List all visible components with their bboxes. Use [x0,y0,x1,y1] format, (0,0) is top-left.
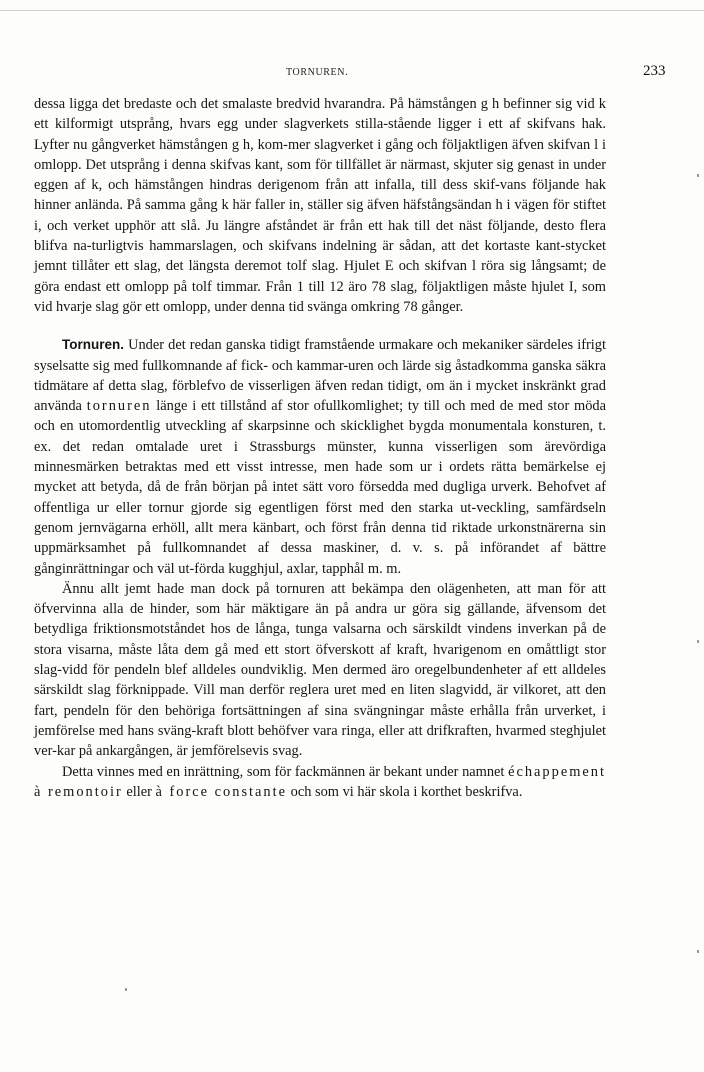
paragraph-text: och som vi här skola i korthet beskrifva. [290,783,523,800]
paragraph-tornuren-intro [34,335,606,579]
paragraph-remontoir [34,762,606,803]
emphasis-spaced: échappement à remontoir [34,763,606,800]
emphasis-spaced: tornuren [86,398,152,415]
paragraph-text: Under det redan ganska tidigt framstående urmakare och mekaniker särdeles ifrigt syselsatte sig med fullkomnande af fick- och kammar-uren och lärde sig åstadkomma ganska säkra tidmätare af detta slag, förblefvo de visserligen äfven redan tidigt, om än i mycket inskränkt grad använda [34,337,606,415]
paragraph-text: länge i ett tillstånd af stor ofullkomlighet; ty till och med de med stor möda och en utomordentlig utveckling af skarpsinne och skicklighet bygda monumentala konsturen, t. ex. det redan omtalade uret i Strassburgs münster, kunna visserligen som ärevördiga minnesmärken betraktas med ett visst intresse, men hade som ur i ordets rätta bemärkelse ej mycket att betyda, då de från början på intet sätt voro försedda med dugliga urverk. Behofvet af offentliga ur eller tornur gjorde sig egentligen först med den starka ut-veckling, samfärdseln genom jernvägarna erhöll, allt mera känbart, och först från denna tid riktade urkonstnärerna sin uppmärksamhet på fullkomnandet af dessa maskiner, d. v. s. på införandet af bättre gånginrättningar och väl ut-förda kugghjul, axlar, tapphål m. m. [34,398,606,577]
paragraph-text: eller [126,783,152,800]
paragraph-text: Detta vinnes med en inrättning, som för fackmännen är bekant under namnet [62,763,505,780]
paragraph-striking-mechanism: dessa ligga det bredaste och det smalaste bredvid hvarandra. På hämstången g h befinner sig vid k ett kilformigt utsprång, hvars egg under slagverkets stilla-stående ligger i ett af skifvans hak. Lyfter nu gångverket hämstången g h, kom-mer slagverket i gång och följaktligen äfven skifvan l i omlopp. Det utsprång i denna skifvas kant, som för tillfället är närmast, skjuter sig genast in under eggen af k, och hämstången hindras derigenom från att infalla, till dess skif-vans följande hak hinner anlända. På samma gång k här faller in, ställer sig äfven häfstångsändan h i vägen för stiftet i, och verket upphör att slå. Ju längre afståndet är från ett hak till det näst följande, desto flera blifva na-turligtvis hammarslagen, och skifvans indelning är sådan, att det kortaste kant-stycket jemnt tillåter ett slag, det längsta deremot tolf slag. Hjulet E och skifvan l röra sig långsamt; de göra endast ett omlopp på tolf timmar. Från 1 till 12 äro 78 slag, följaktligen måste hjulet I, som vid hvarje slag gör ett omlopp, under denna tid svänga omkring 78 gånger. [34,96,606,315]
section-title: Tornuren. [62,337,124,353]
running-head: TORNUREN. [286,67,349,78]
emphasis-spaced: à force constante [155,783,288,800]
print-speck [125,988,127,991]
top-edge-rule [0,10,704,11]
paragraph-friction-problem: Ännu allt jemt hade man dock på tornuren att bekämpa den olägenheten, att man för att öfvervinna alla de hinder, som här mäktigare än på andra ur göra sig gällande, äfvensom det betydliga friktionsmotståndet hos de långa, tunga valsarna och särskildt vindens inverkan på de stora visarna, måste låta dem gå med ett stort öfverskott af kraft, hvarigenom en omåttligt stor slag-vidd för pendeln blef alldeles oundviklig. Men dermed äro oregelbundenheter af ett alldeles särskildt slag förknippade. Vill man derför reglera uret med en liten slagvidd, är vilkoret, att den fart, pendeln för den behöriga fortsättningen af sina svängningar måste erhålla från urverket, i jemförelse med hans sväng-kraft blott behöfver vara ringa, eller att drifkraften, hvarmed steghjulet ver-kar på ankargången, är jemförelsevis svag. [34,580,606,760]
body-text [34,94,606,802]
print-speck [697,950,699,953]
page-number: 233 [643,63,666,79]
print-speck [697,174,699,177]
print-speck [697,640,699,643]
